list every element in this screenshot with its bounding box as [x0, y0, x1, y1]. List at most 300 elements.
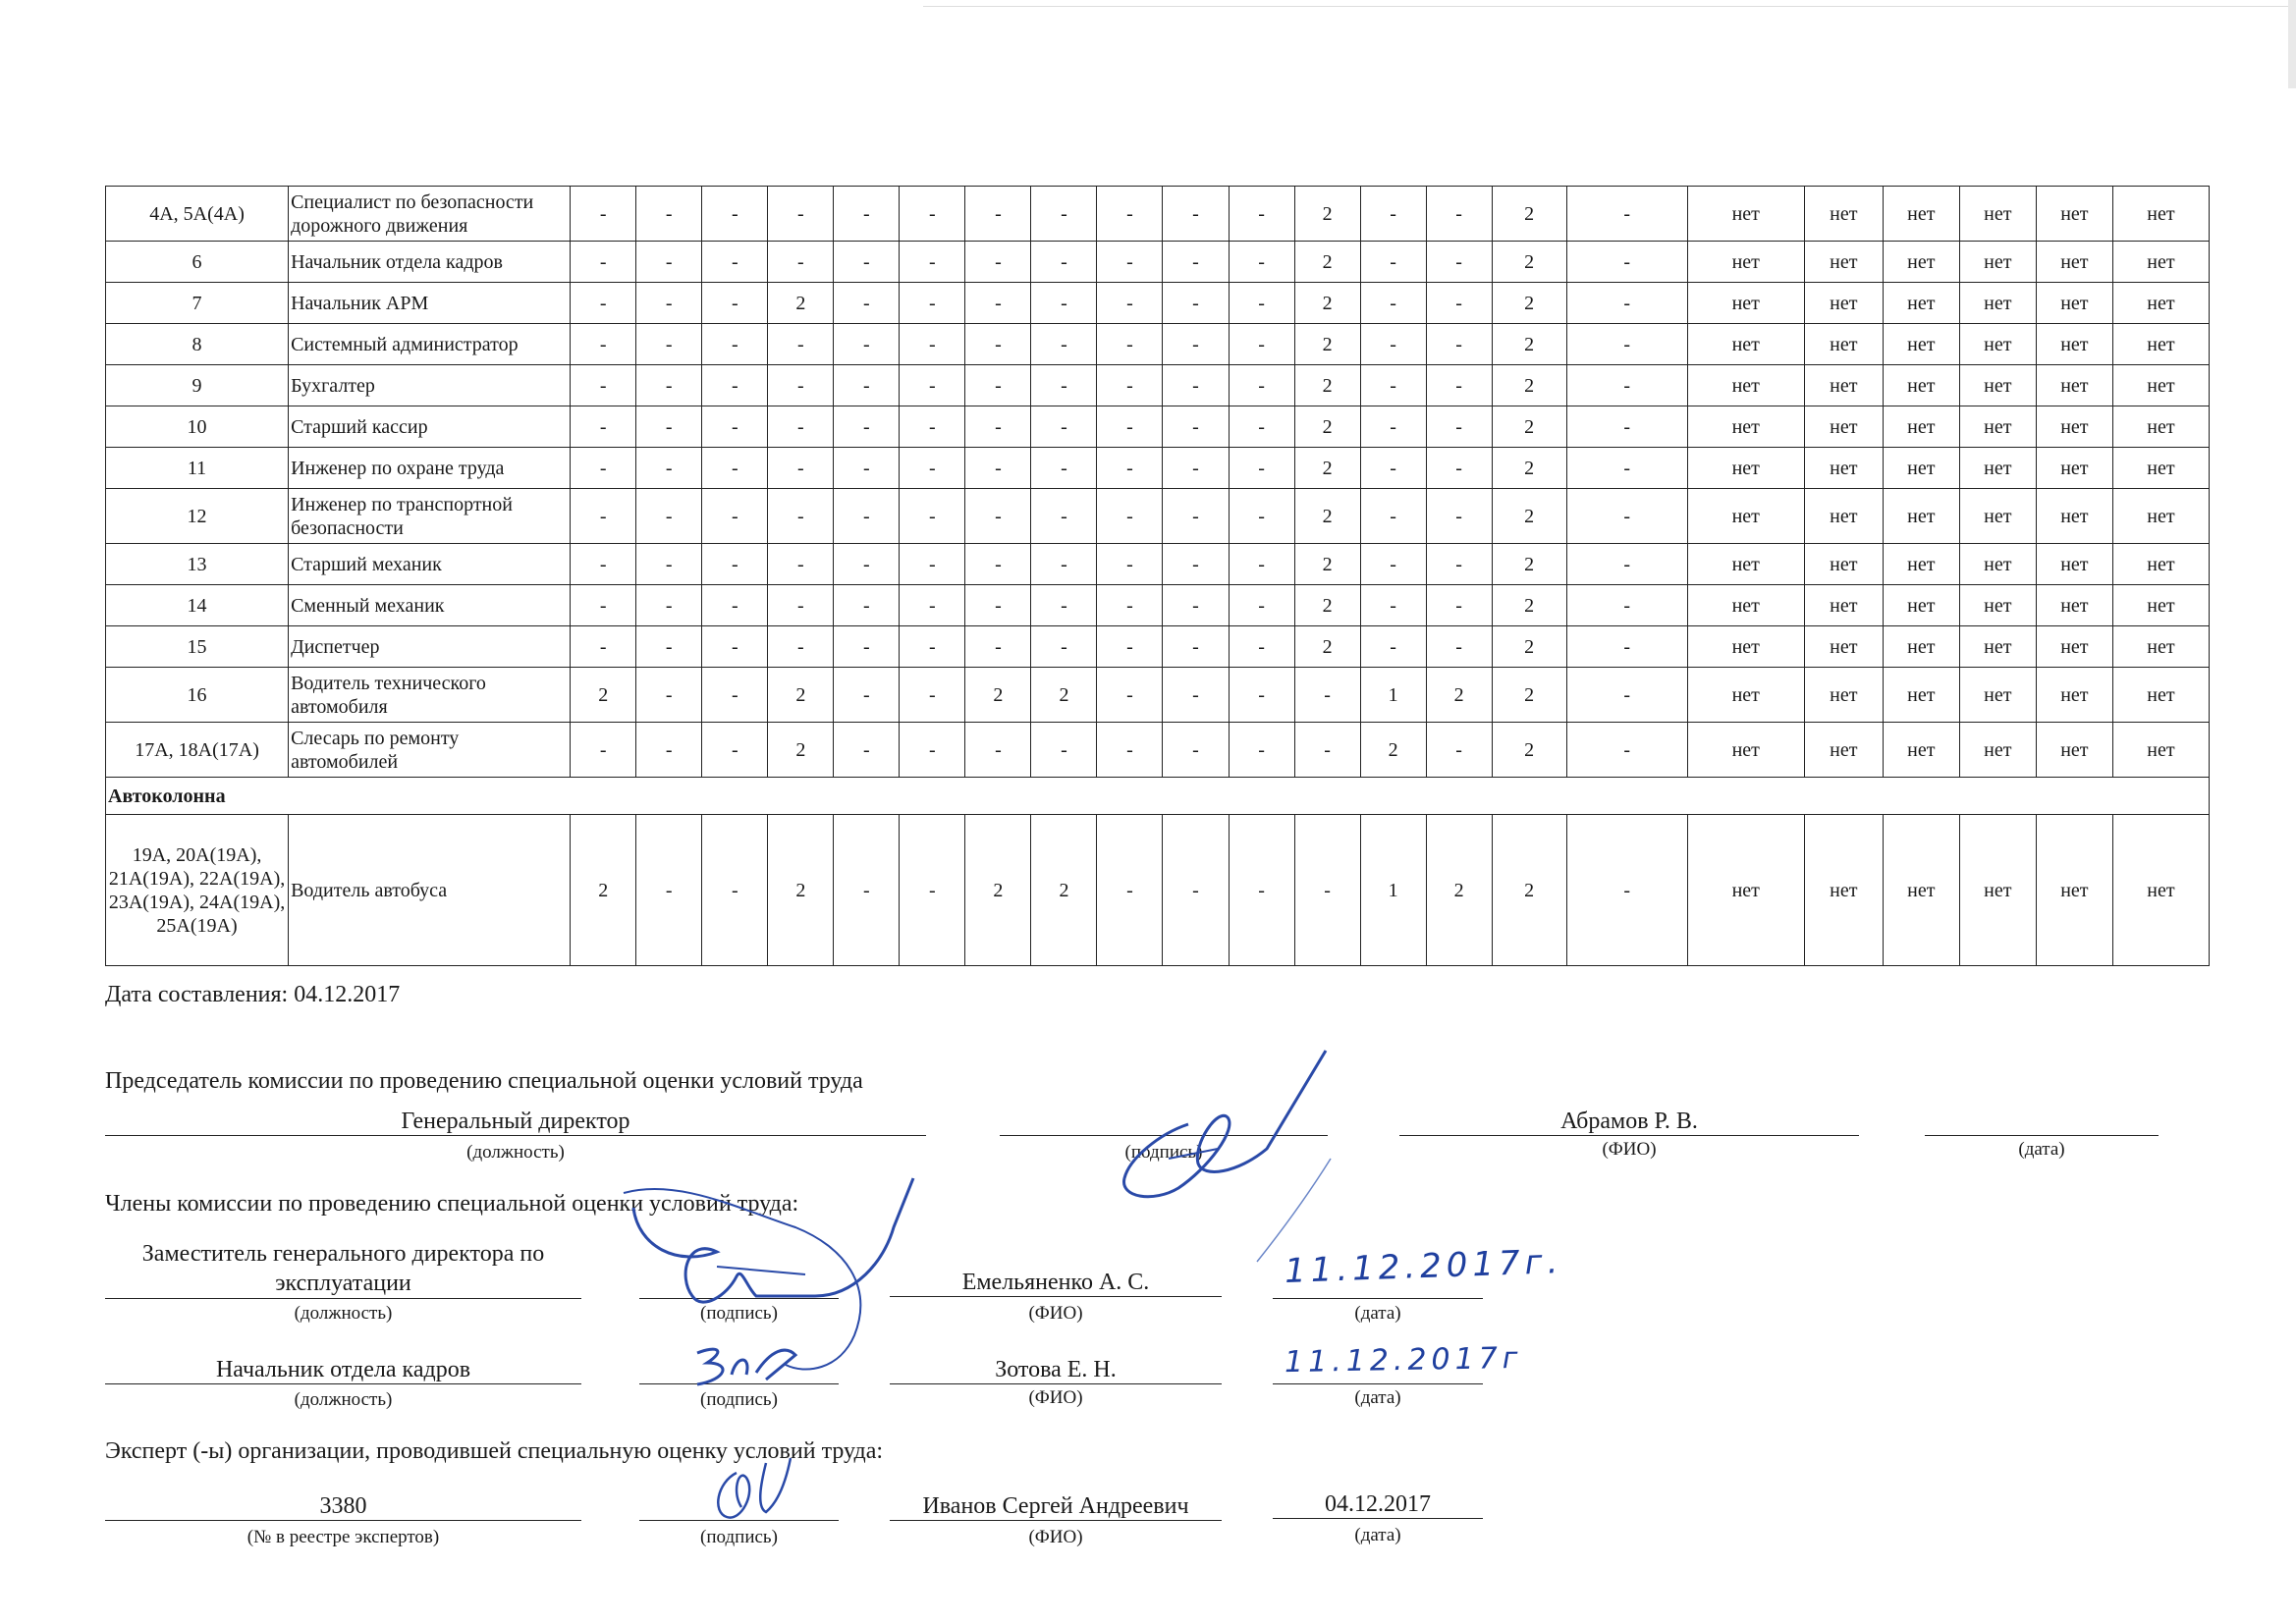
- row-value: -: [1097, 448, 1163, 489]
- row-value: -: [1097, 544, 1163, 585]
- row-value: нет: [1883, 489, 1959, 544]
- row-value: -: [1031, 448, 1097, 489]
- row-position-name: Слесарь по ремонту автомобилей: [289, 723, 571, 778]
- row-number: 15: [106, 626, 289, 668]
- expert-reg-no: 3380: [105, 1492, 581, 1521]
- row-value: 2: [1294, 448, 1360, 489]
- row-value: 2: [1492, 365, 1566, 406]
- row-value: нет: [1883, 626, 1959, 668]
- row-value: -: [1229, 365, 1294, 406]
- row-value: -: [1031, 406, 1097, 448]
- table-row: [106, 448, 2210, 489]
- row-position-name: Начальник отдела кадров: [289, 242, 571, 283]
- row-value: -: [1097, 585, 1163, 626]
- row-value: -: [1229, 544, 1294, 585]
- row-value: -: [571, 365, 636, 406]
- row-position-name: Специалист по безопасности дорожного движения: [289, 187, 571, 242]
- row-value: -: [900, 544, 965, 585]
- row-value: -: [965, 242, 1031, 283]
- row-value: -: [1229, 626, 1294, 668]
- row-value: нет: [1687, 626, 1804, 668]
- row-value: 2: [1492, 242, 1566, 283]
- row-value: -: [636, 815, 702, 966]
- row-value: нет: [1883, 815, 1959, 966]
- label-reestr: (№ в реестре экспертов): [246, 1527, 440, 1547]
- row-value: нет: [2036, 668, 2112, 723]
- row-value: -: [900, 448, 965, 489]
- row-value: -: [834, 187, 900, 242]
- row-value: -: [1031, 242, 1097, 283]
- member1-fio: Емельяненко А. С.: [890, 1269, 1222, 1297]
- row-value: -: [900, 815, 965, 966]
- row-value: -: [1097, 723, 1163, 778]
- row-value: нет: [1804, 668, 1883, 723]
- row-value: -: [1566, 365, 1687, 406]
- label-data: (дата): [1354, 1303, 1401, 1324]
- row-value: нет: [1804, 283, 1883, 324]
- table-row: [106, 406, 2210, 448]
- row-value: 2: [965, 815, 1031, 966]
- row-value: -: [571, 283, 636, 324]
- label-data: (дата): [2018, 1139, 2065, 1160]
- row-value: нет: [1804, 585, 1883, 626]
- row-value: 2: [1492, 626, 1566, 668]
- row-value: 2: [571, 815, 636, 966]
- member1-position: Заместитель генерального директора по эксплуатации: [105, 1239, 581, 1299]
- row-position-name: Системный администратор: [289, 324, 571, 365]
- member2-signature: [678, 1335, 815, 1394]
- chair-date-line: [1925, 1108, 2159, 1136]
- row-number: 19А, 20А(19А), 21А(19А), 22А(19А), 23А(19А), 24А(19А), 25А(19А): [106, 815, 289, 966]
- table-row: [106, 544, 2210, 585]
- row-value: -: [834, 283, 900, 324]
- row-value: -: [1566, 242, 1687, 283]
- row-value: -: [1229, 187, 1294, 242]
- row-value: 2: [1492, 489, 1566, 544]
- row-value: -: [1031, 544, 1097, 585]
- row-value: нет: [1959, 489, 2036, 544]
- row-value: -: [900, 406, 965, 448]
- row-number: 16: [106, 668, 289, 723]
- row-value: -: [571, 626, 636, 668]
- row-value: -: [1097, 815, 1163, 966]
- row-value: нет: [1804, 448, 1883, 489]
- row-value: -: [702, 283, 768, 324]
- row-value: 2: [965, 668, 1031, 723]
- row-value: нет: [2112, 626, 2209, 668]
- row-value: -: [965, 544, 1031, 585]
- row-value: 2: [1294, 187, 1360, 242]
- row-value: 2: [1426, 815, 1492, 966]
- row-value: -: [834, 365, 900, 406]
- row-value: -: [702, 187, 768, 242]
- scan-edge: [2288, 0, 2296, 88]
- row-value: 2: [768, 283, 834, 324]
- row-value: -: [768, 544, 834, 585]
- row-value: -: [1566, 544, 1687, 585]
- row-value: -: [1229, 324, 1294, 365]
- row-value: -: [702, 242, 768, 283]
- row-value: нет: [2036, 626, 2112, 668]
- expert-fio: Иванов Сергей Андреевич: [890, 1492, 1222, 1521]
- row-value: нет: [2112, 489, 2209, 544]
- row-value: -: [1163, 723, 1229, 778]
- row-value: -: [1566, 187, 1687, 242]
- row-value: -: [1163, 626, 1229, 668]
- member1-date: 11.12.2017г.: [1284, 1242, 1563, 1291]
- row-value: нет: [1804, 242, 1883, 283]
- members-heading: Члены комиссии по проведению специальной оценки условий труда:: [105, 1191, 799, 1217]
- row-value: -: [1163, 544, 1229, 585]
- row-value: нет: [2036, 448, 2112, 489]
- row-value: -: [900, 283, 965, 324]
- row-value: -: [965, 324, 1031, 365]
- row-value: нет: [2036, 324, 2112, 365]
- row-value: нет: [2036, 723, 2112, 778]
- row-value: -: [1566, 585, 1687, 626]
- row-value: 2: [1492, 448, 1566, 489]
- row-value: -: [768, 242, 834, 283]
- row-value: -: [1566, 723, 1687, 778]
- row-value: нет: [2036, 365, 2112, 406]
- row-value: 2: [768, 668, 834, 723]
- row-value: нет: [2036, 406, 2112, 448]
- row-value: -: [636, 723, 702, 778]
- row-value: -: [702, 585, 768, 626]
- row-value: 2: [1492, 324, 1566, 365]
- row-value: нет: [1804, 489, 1883, 544]
- row-value: нет: [1959, 283, 2036, 324]
- row-value: нет: [2112, 723, 2209, 778]
- section-title: Автоколонна: [106, 778, 2210, 815]
- row-value: -: [636, 324, 702, 365]
- row-value: -: [1566, 815, 1687, 966]
- row-number: 11: [106, 448, 289, 489]
- row-value: -: [1097, 365, 1163, 406]
- row-value: -: [636, 489, 702, 544]
- section-row: [106, 778, 2210, 815]
- row-value: -: [1097, 626, 1163, 668]
- row-value: нет: [1883, 585, 1959, 626]
- row-value: нет: [1883, 406, 1959, 448]
- row-value: -: [1426, 365, 1492, 406]
- row-value: нет: [1883, 365, 1959, 406]
- row-value: -: [900, 489, 965, 544]
- row-value: -: [900, 668, 965, 723]
- row-value: -: [768, 448, 834, 489]
- label-podpis: (подпись): [700, 1527, 778, 1547]
- row-value: -: [1097, 406, 1163, 448]
- row-value: -: [1163, 324, 1229, 365]
- row-position-name: Старший кассир: [289, 406, 571, 448]
- row-value: нет: [1687, 723, 1804, 778]
- row-value: нет: [1804, 324, 1883, 365]
- row-value: -: [768, 626, 834, 668]
- results-table: [105, 186, 2210, 966]
- row-value: -: [1360, 187, 1426, 242]
- row-value: -: [834, 668, 900, 723]
- row-value: -: [702, 626, 768, 668]
- row-value: -: [965, 626, 1031, 668]
- row-value: -: [834, 585, 900, 626]
- date-value: 04.12.2017: [294, 982, 401, 1007]
- row-value: нет: [1687, 448, 1804, 489]
- row-value: -: [636, 187, 702, 242]
- row-value: нет: [1804, 544, 1883, 585]
- row-value: -: [1031, 723, 1097, 778]
- row-value: -: [834, 544, 900, 585]
- row-value: -: [1360, 448, 1426, 489]
- row-value: -: [1426, 723, 1492, 778]
- row-value: -: [1426, 585, 1492, 626]
- row-position-name: Бухгалтер: [289, 365, 571, 406]
- row-value: -: [1163, 489, 1229, 544]
- row-value: -: [571, 723, 636, 778]
- row-value: нет: [1883, 187, 1959, 242]
- row-value: 2: [1294, 242, 1360, 283]
- row-value: -: [1031, 365, 1097, 406]
- row-value: -: [1163, 585, 1229, 626]
- table-row: [106, 324, 2210, 365]
- row-value: -: [1294, 815, 1360, 966]
- row-value: -: [900, 585, 965, 626]
- row-value: -: [1426, 448, 1492, 489]
- row-value: нет: [2036, 242, 2112, 283]
- row-value: нет: [1959, 365, 2036, 406]
- row-value: 1: [1360, 668, 1426, 723]
- row-value: -: [1229, 489, 1294, 544]
- row-value: -: [900, 723, 965, 778]
- row-value: нет: [1804, 626, 1883, 668]
- row-value: -: [1031, 283, 1097, 324]
- row-value: нет: [1959, 448, 2036, 489]
- row-value: 2: [1492, 723, 1566, 778]
- row-value: нет: [2112, 324, 2209, 365]
- row-value: -: [1426, 489, 1492, 544]
- row-value: 2: [1492, 283, 1566, 324]
- row-value: -: [834, 815, 900, 966]
- row-value: нет: [1883, 723, 1959, 778]
- label-data: (дата): [1354, 1525, 1401, 1545]
- row-value: нет: [1687, 489, 1804, 544]
- row-value: -: [1229, 815, 1294, 966]
- row-number: 6: [106, 242, 289, 283]
- table-row: [106, 668, 2210, 723]
- row-value: нет: [2036, 283, 2112, 324]
- row-value: нет: [2112, 585, 2209, 626]
- row-position-name: Водитель технического автомобиля: [289, 668, 571, 723]
- row-value: -: [1360, 585, 1426, 626]
- row-value: нет: [1804, 406, 1883, 448]
- row-value: нет: [1883, 448, 1959, 489]
- row-value: -: [834, 489, 900, 544]
- row-value: 2: [1492, 187, 1566, 242]
- row-number: 13: [106, 544, 289, 585]
- row-value: -: [1163, 448, 1229, 489]
- row-value: 2: [1492, 668, 1566, 723]
- row-number: 12: [106, 489, 289, 544]
- row-value: -: [1229, 283, 1294, 324]
- row-value: -: [702, 365, 768, 406]
- row-value: -: [571, 544, 636, 585]
- row-value: 2: [1294, 489, 1360, 544]
- row-value: -: [1426, 283, 1492, 324]
- row-value: -: [636, 242, 702, 283]
- row-value: -: [965, 489, 1031, 544]
- row-value: нет: [1883, 242, 1959, 283]
- row-value: нет: [2036, 544, 2112, 585]
- row-value: -: [965, 406, 1031, 448]
- row-value: -: [768, 585, 834, 626]
- table-row: [106, 365, 2210, 406]
- row-value: 1: [1360, 815, 1426, 966]
- row-value: -: [1566, 448, 1687, 489]
- row-value: -: [571, 406, 636, 448]
- row-value: -: [965, 283, 1031, 324]
- row-value: -: [768, 187, 834, 242]
- label-podpis: (подпись): [700, 1303, 778, 1324]
- row-value: 2: [1031, 815, 1097, 966]
- row-value: -: [1360, 544, 1426, 585]
- row-position-name: Инженер по транспортной безопасности: [289, 489, 571, 544]
- row-value: -: [1031, 324, 1097, 365]
- row-value: нет: [2112, 544, 2209, 585]
- row-value: -: [636, 406, 702, 448]
- row-value: -: [1360, 626, 1426, 668]
- row-value: -: [1294, 723, 1360, 778]
- row-value: -: [1566, 283, 1687, 324]
- row-value: 2: [1294, 544, 1360, 585]
- label-podpis: (подпись): [700, 1389, 778, 1410]
- row-value: нет: [2112, 406, 2209, 448]
- row-value: -: [702, 723, 768, 778]
- row-value: -: [1229, 585, 1294, 626]
- table-row: [106, 815, 2210, 966]
- row-value: -: [1566, 626, 1687, 668]
- row-value: 2: [768, 815, 834, 966]
- row-value: 2: [1294, 283, 1360, 324]
- row-value: 2: [1294, 406, 1360, 448]
- table-row: [106, 489, 2210, 544]
- row-position-name: Начальник АРМ: [289, 283, 571, 324]
- row-value: -: [1426, 187, 1492, 242]
- row-value: -: [965, 365, 1031, 406]
- label-fio: (ФИО): [1028, 1527, 1083, 1547]
- row-value: -: [1163, 187, 1229, 242]
- row-value: -: [571, 448, 636, 489]
- row-value: -: [900, 365, 965, 406]
- row-value: -: [702, 448, 768, 489]
- row-value: нет: [2112, 242, 2209, 283]
- row-value: нет: [2112, 448, 2209, 489]
- row-value: -: [900, 242, 965, 283]
- row-value: нет: [1687, 544, 1804, 585]
- label-dolzhnost: (должность): [466, 1142, 565, 1163]
- date-compiled: [105, 982, 400, 1008]
- row-value: -: [834, 723, 900, 778]
- row-value: нет: [1883, 283, 1959, 324]
- row-value: -: [1566, 668, 1687, 723]
- row-value: -: [702, 815, 768, 966]
- row-value: нет: [1959, 585, 2036, 626]
- row-value: -: [702, 668, 768, 723]
- row-value: -: [1426, 626, 1492, 668]
- row-number: 9: [106, 365, 289, 406]
- row-value: -: [636, 626, 702, 668]
- row-value: -: [834, 626, 900, 668]
- row-value: 2: [1492, 406, 1566, 448]
- row-value: -: [1097, 489, 1163, 544]
- label-fio: (ФИО): [1028, 1303, 1083, 1324]
- row-value: нет: [1804, 723, 1883, 778]
- row-value: -: [1229, 242, 1294, 283]
- row-value: -: [571, 324, 636, 365]
- row-value: нет: [1804, 815, 1883, 966]
- table-row: [106, 723, 2210, 778]
- table-body: [106, 187, 2210, 966]
- chair-position: Генеральный директор: [105, 1108, 926, 1136]
- row-value: нет: [1959, 187, 2036, 242]
- row-value: 2: [1492, 815, 1566, 966]
- label-dolzhnost: (должность): [294, 1303, 393, 1324]
- row-value: -: [1360, 489, 1426, 544]
- row-value: -: [1229, 406, 1294, 448]
- row-value: -: [1360, 365, 1426, 406]
- row-value: -: [636, 585, 702, 626]
- table-row: [106, 626, 2210, 668]
- row-value: -: [768, 406, 834, 448]
- member2-fio: Зотова Е. Н.: [890, 1356, 1222, 1384]
- row-value: -: [702, 406, 768, 448]
- label-dolzhnost: (должность): [294, 1389, 393, 1410]
- row-value: -: [965, 448, 1031, 489]
- row-value: 2: [1360, 723, 1426, 778]
- table-row: [106, 242, 2210, 283]
- row-position-name: Старший механик: [289, 544, 571, 585]
- row-value: нет: [1959, 723, 2036, 778]
- row-value: -: [834, 448, 900, 489]
- row-value: 2: [1294, 585, 1360, 626]
- row-value: нет: [1959, 626, 2036, 668]
- row-value: -: [1229, 448, 1294, 489]
- row-value: нет: [2036, 187, 2112, 242]
- table-row: [106, 585, 2210, 626]
- row-value: нет: [1959, 242, 2036, 283]
- row-value: -: [1031, 489, 1097, 544]
- row-value: нет: [1804, 365, 1883, 406]
- row-value: -: [1426, 544, 1492, 585]
- row-value: -: [1097, 668, 1163, 723]
- row-value: -: [1360, 283, 1426, 324]
- row-value: -: [1031, 187, 1097, 242]
- row-value: -: [636, 283, 702, 324]
- row-number: 14: [106, 585, 289, 626]
- row-value: нет: [1687, 365, 1804, 406]
- row-value: нет: [1687, 324, 1804, 365]
- row-value: -: [834, 242, 900, 283]
- row-value: -: [900, 324, 965, 365]
- row-value: -: [1163, 668, 1229, 723]
- label-fio: (ФИО): [1602, 1139, 1657, 1160]
- member2-position: Начальник отдела кадров: [105, 1356, 581, 1384]
- row-value: 2: [1492, 544, 1566, 585]
- row-value: -: [834, 406, 900, 448]
- row-value: -: [965, 187, 1031, 242]
- row-value: 2: [1294, 324, 1360, 365]
- row-value: -: [1163, 283, 1229, 324]
- row-value: нет: [1687, 187, 1804, 242]
- row-value: нет: [1687, 585, 1804, 626]
